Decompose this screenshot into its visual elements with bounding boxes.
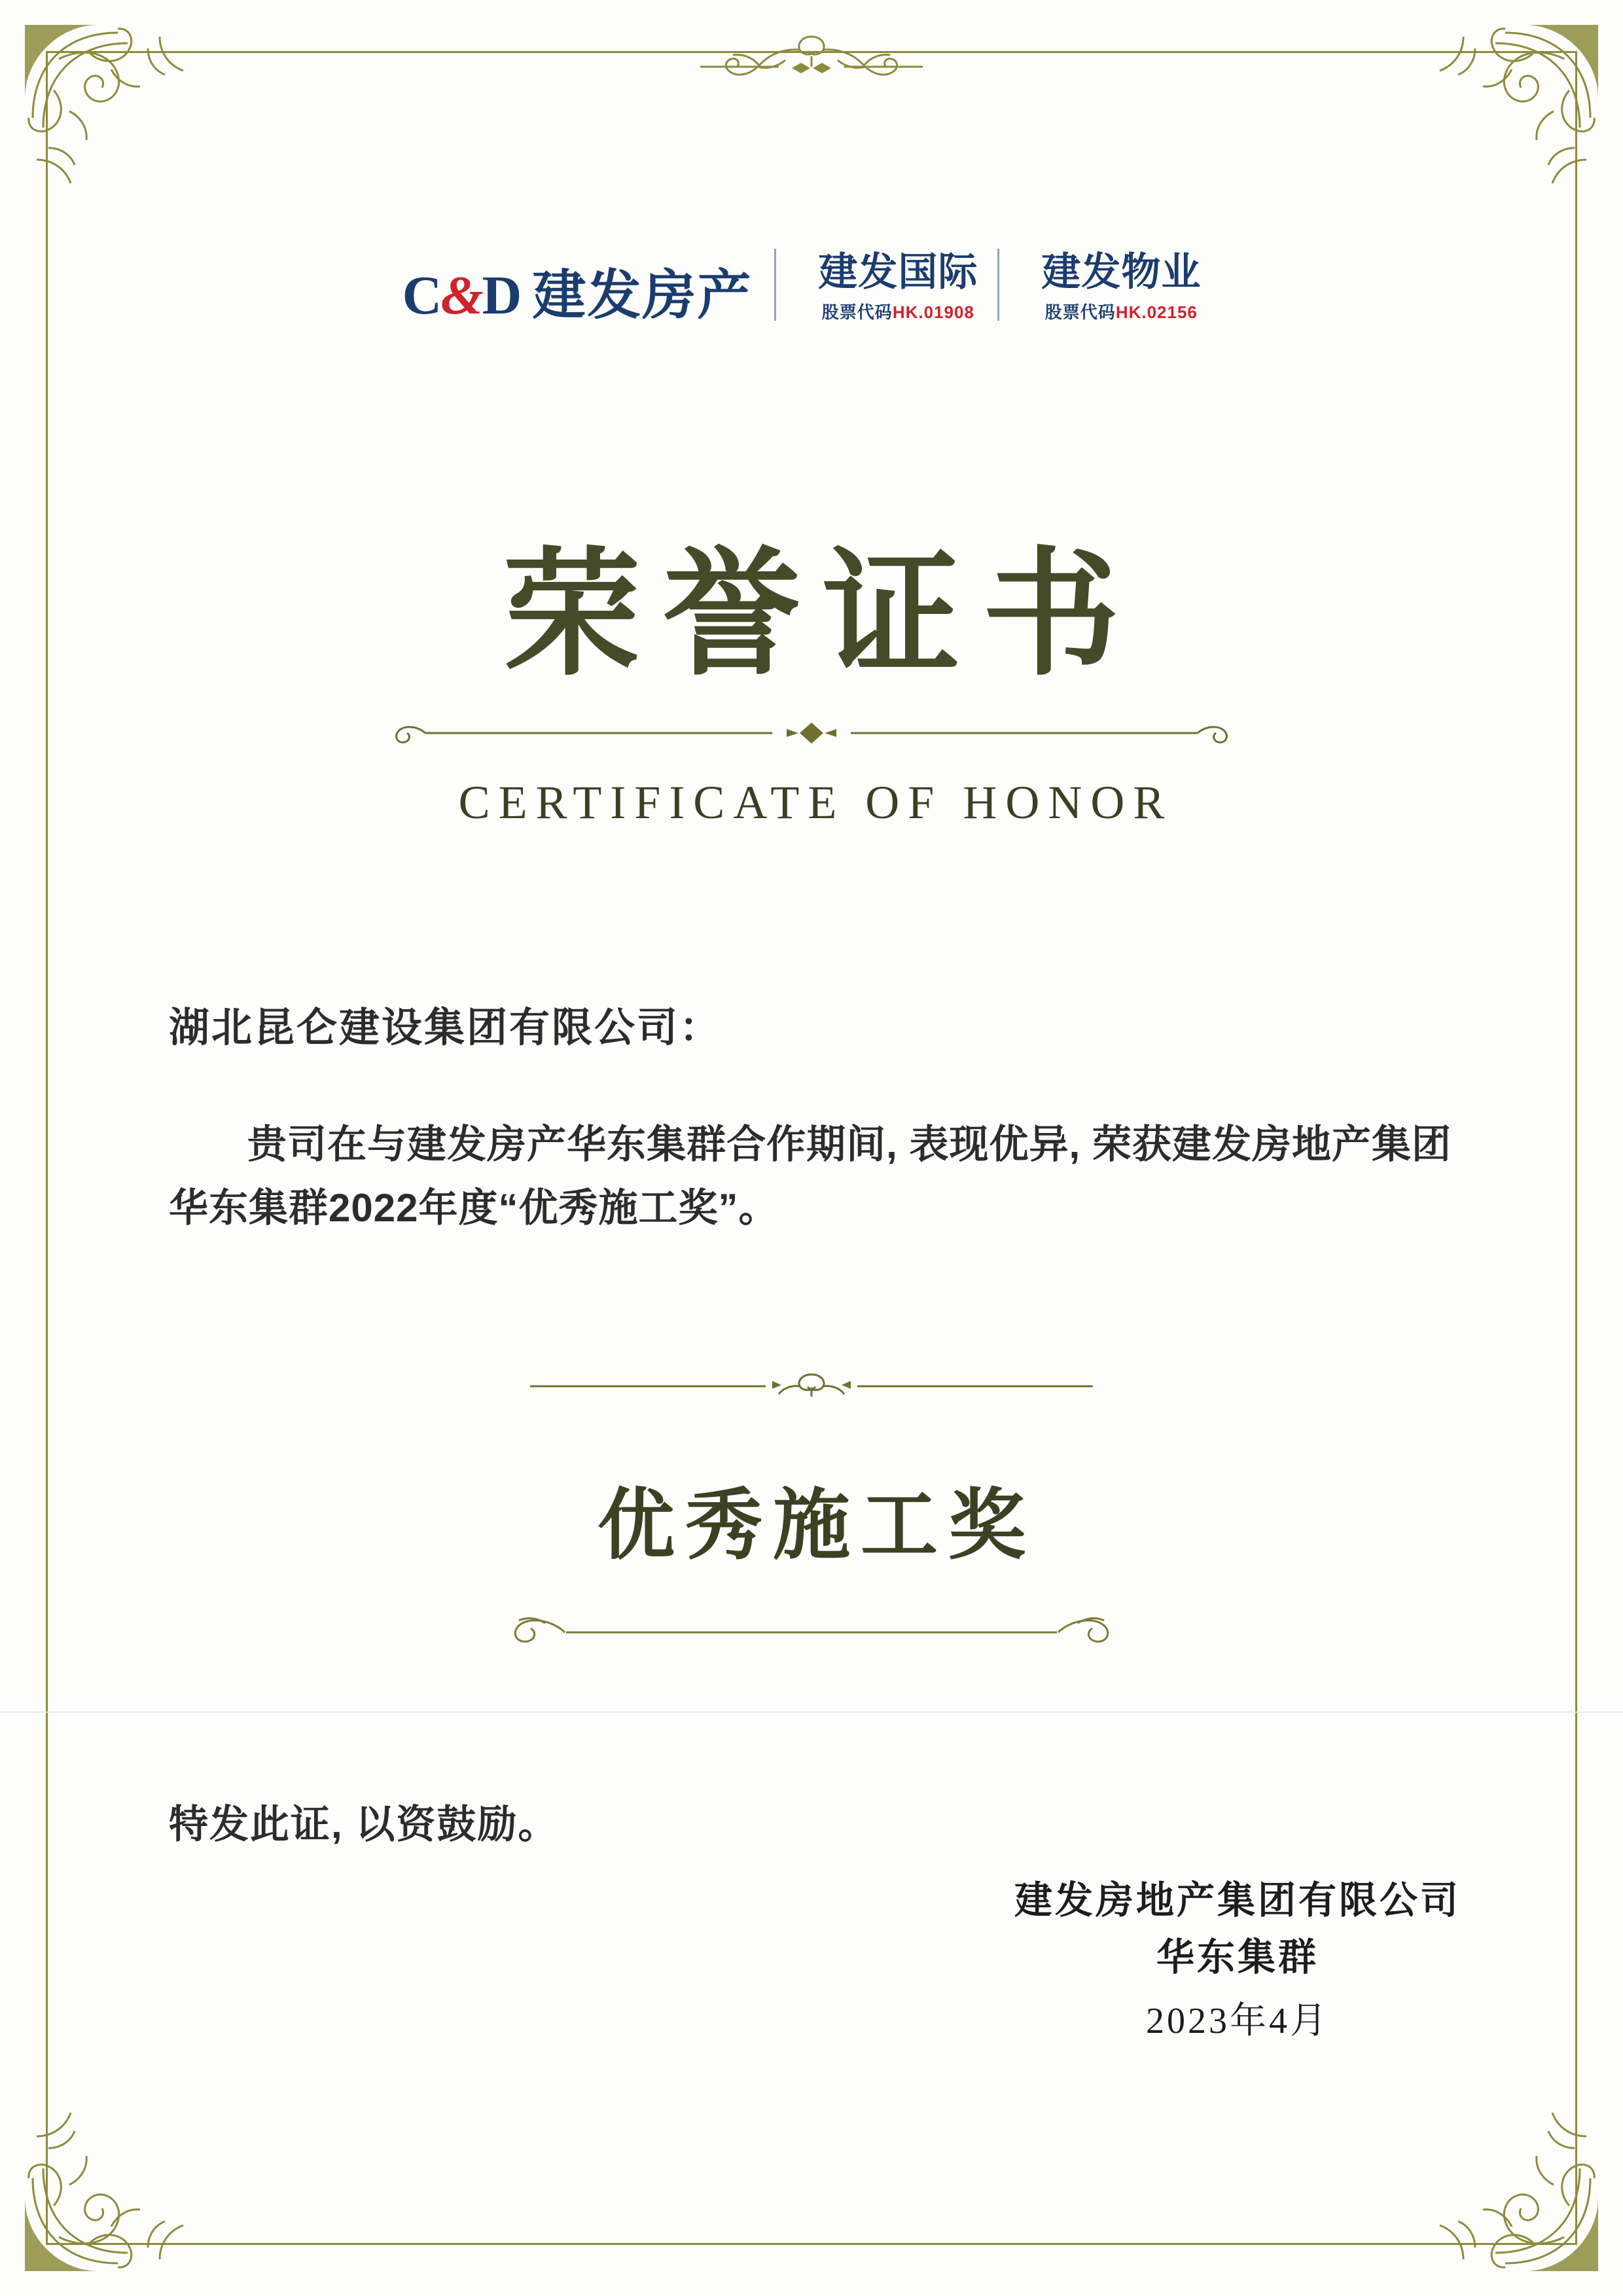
recipient-salutation: 湖北昆仑建设集团有限公司： (169, 1005, 722, 1050)
unit-stock-code: 股票代码HK.02156 (1044, 302, 1198, 322)
logo-divider (997, 249, 999, 321)
logo-divider (774, 249, 776, 321)
closing-statement: 特发此证, 以资鼓励。 (169, 1803, 559, 1846)
corner-ornament-icon (1407, 2080, 1603, 2276)
border-bottom-line (46, 2243, 1577, 2245)
scan-seam-line (0, 1712, 1623, 1713)
award-divider-bottom-icon (481, 1604, 1142, 1649)
issuer-signature-block (1014, 1872, 1461, 2051)
brand-primary (402, 265, 775, 326)
top-flourish-icon (628, 26, 995, 85)
certificate-title-en: CERTIFICATE OF HONOR (458, 776, 1173, 829)
award-divider-top-icon (517, 1368, 1106, 1405)
brand-logo-row (0, 249, 1623, 326)
brand-cn-name: 建发房产 (532, 266, 753, 325)
border-right-line (1575, 51, 1577, 2245)
border-left-line (46, 51, 48, 2245)
award-title: 优秀施工奖 (597, 1483, 1036, 1569)
issuer-group: 华东集群 (1156, 1936, 1319, 1979)
brand-unit-jianfa-international (798, 251, 997, 323)
unit-name: 建发物业 (1041, 250, 1202, 294)
corner-ornament-icon (20, 20, 216, 216)
unit-stock-code: 股票代码HK.01908 (821, 302, 974, 322)
brand-unit-jianfa-property (1022, 251, 1221, 323)
issuer-organization: 建发房地产集团有限公司 (1014, 1879, 1461, 1922)
corner-ornament-icon (20, 2080, 216, 2276)
corner-ornament-icon (1407, 20, 1603, 216)
issue-date: 2023年4月 (1145, 2001, 1329, 2041)
title-divider-ornament-icon (380, 713, 1243, 753)
certificate-title-cn: 荣誉证书 (503, 540, 1142, 692)
citation-paragraph: 贵司在与建发房产华东集群合作期间, 表现优异, 荣获建发房地产集团华东集群2022年度“优秀施工奖”。 (169, 1122, 1452, 1230)
unit-name: 建发国际 (818, 250, 978, 294)
brand-latin-mark: C&D (402, 265, 521, 326)
